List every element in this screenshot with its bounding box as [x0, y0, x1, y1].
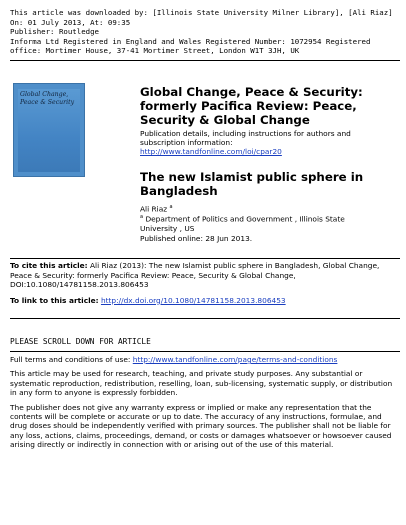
terms-prefix: Full terms and conditions of use:: [10, 355, 133, 364]
download-info-line: office: Mortimer House, 37-41 Mortimer Street, London W1T 3JH, UK: [10, 46, 300, 56]
cover-title-line: Global Change,: [20, 91, 69, 98]
journal-url-link[interactable]: http://www.tandfonline.com/loi/cpar20: [140, 147, 282, 157]
download-info-line: This article was downloaded by: [Illinois State University Milner Library], [Ali Riaz]: [10, 8, 393, 17]
affiliation-text: Department of Politics and Government , Illinois State University , US: [140, 214, 345, 233]
citation-box: [10, 261, 400, 305]
terms-paragraph-disclaimer: The publisher does not give any warranty express or implied or make any representation that the contents will be complete or accurate or up to date. The accuracy of any instructions, formulae, and drug doses should be independently verified with primary sources. The publisher shall not be liable for any loss, actions, claims, proceedings, demand, or costs or damages whatsoever or howsoever caused arising directly or indirectly in connection with or arising out of the use of this material.: [10, 402, 392, 450]
cover-title-line: Peace & Security: [20, 98, 75, 106]
top-divider: [10, 60, 400, 61]
download-info-line: Informa Ltd Registered in England and Wales Registered Number: 1072954 Registered: [10, 36, 371, 46]
cover-panel: [18, 89, 80, 172]
author-name: Ali Riaz: [140, 204, 168, 214]
citation-text: Ali Riaz (2013): The new Islamist public sphere in Bangladesh, Global Change, Peace & Security: formerly Pacifica Review: Peace, Security & Global Change, DOI:10.1080/14781158.2013.806453: [10, 261, 380, 290]
affiliation-superscript: a: [140, 214, 144, 220]
publication-details-text: Publication details, including instructions for authors and subscription information:: [140, 129, 351, 148]
citation-label: To cite this article:: [10, 261, 88, 270]
download-info-line: Publisher: Routledge: [10, 27, 99, 37]
doi-link-paragraph: [10, 296, 400, 306]
cover-title: [20, 91, 78, 106]
citation-top-divider: [10, 258, 400, 259]
affiliation: [140, 213, 380, 233]
publication-details: [140, 129, 395, 157]
terms-top-divider: [10, 351, 400, 352]
terms-link[interactable]: http://www.tandfonline.com/page/terms-and-conditions: [132, 355, 338, 364]
terms-paragraph-usage: This article may be used for research, teaching, and private study purposes. Any substantial or systematic reproduction, redistribution, reselling, loan, sub-licensing, systematic supply, or distribution in any form to anyone is expressly forbidden.: [10, 369, 393, 398]
scroll-notice: PLEASE SCROLL DOWN FOR ARTICLE: [10, 337, 151, 346]
terms-box: [10, 355, 400, 455]
citation-paragraph: [10, 261, 400, 290]
download-info-line: On: 01 July 2013, At: 09:35: [10, 17, 131, 27]
article-title: The new Islamist public sphere in Bangladesh: [140, 170, 364, 199]
doi-link-label: To link to this article:: [10, 295, 99, 305]
journal-cover-image: [13, 83, 85, 177]
journal-title: Global Change, Peace & Security: formerly Pacifica Review: Peace, Security & Global Change: [140, 85, 363, 128]
doi-link[interactable]: http://dx.doi.org/10.1080/14781158.2013.806453: [100, 295, 286, 305]
citation-bottom-divider: [10, 318, 400, 319]
published-date: Published online: 28 Jun 2013.: [140, 234, 253, 243]
terms-link-paragraph: [10, 355, 400, 364]
download-info: [10, 8, 400, 56]
author-superscript: a: [169, 204, 173, 210]
